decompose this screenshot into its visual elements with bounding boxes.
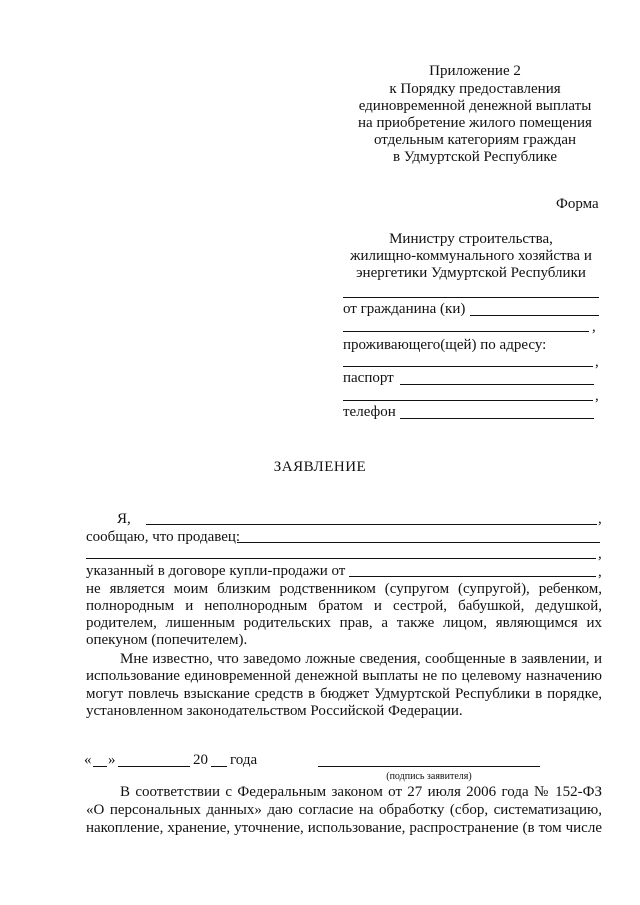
signature-field[interactable] <box>318 766 540 767</box>
residing-label: проживающего(щей) по адресу: <box>343 337 547 353</box>
passport-continuation-field[interactable] <box>343 400 593 401</box>
full-name-field[interactable] <box>146 524 597 525</box>
warning-line: использование единовременной денежной выплаты не по целевому назначению <box>86 668 602 684</box>
appendix-line: единовременной денежной выплаты <box>358 98 592 114</box>
year-field[interactable] <box>211 766 227 767</box>
year-suffix: года <box>230 752 258 768</box>
contract-date-field[interactable] <box>349 576 596 577</box>
appendix-line: в Удмуртской Республике <box>393 149 557 165</box>
consent-line: «О персональных данных» даю согласие на обработку (сбор, систематизацию, <box>86 802 602 818</box>
comma: , <box>595 354 599 370</box>
seller-field[interactable] <box>237 542 600 543</box>
appendix-line: отдельным категориям граждан <box>373 132 577 148</box>
month-field[interactable] <box>118 766 190 767</box>
comma: , <box>598 546 602 562</box>
warning-line: Мне известно, что заведомо ложные сведения, сообщенные в заявлении, и <box>120 651 602 667</box>
passport-label: паспорт <box>343 370 394 386</box>
relation-line: не является моим близким родственником (супругом (супругой), ребенком, <box>86 581 602 597</box>
seller-label: сообщаю, что продавец: <box>86 529 241 545</box>
contract-label: указанный в договоре купли-продажи от <box>86 563 346 579</box>
addressee-line: Министру строительства, <box>389 231 553 247</box>
signature-caption: (подпись заявителя) <box>386 771 472 782</box>
consent-line: В соответствии с Федеральным законом от 27 июля 2006 года № 152-ФЗ <box>120 784 602 800</box>
consent-line: накопление, хранение, уточнение, использование, распространение (в том числе <box>86 820 602 836</box>
appendix-line: Приложение 2 <box>429 63 521 79</box>
appendix-line: к Порядку предоставления <box>389 81 561 97</box>
seller-continuation-field[interactable] <box>86 558 596 559</box>
appendix-line: на приобретение жилого помещения <box>358 115 592 131</box>
relation-line: полнородным и неполнородным братом и сестрой, бабушкой, дедушкой, <box>86 598 602 614</box>
day-field[interactable] <box>93 766 107 767</box>
comma: , <box>598 564 602 580</box>
relation-line-last: опекуном (попечителем). <box>86 632 248 648</box>
phone-field[interactable] <box>400 418 594 419</box>
close-quote: » <box>108 752 116 768</box>
warning-line-last: установленном законодательством Российской Федерации. <box>86 703 463 719</box>
warning-line: могут повлечь взыскание средств в бюджет Удмуртской Республики в порядке, <box>86 686 602 702</box>
addressee-line: энергетики Удмуртской Республики <box>356 265 586 281</box>
comma: , <box>592 319 596 335</box>
phone-label: телефон <box>343 404 396 420</box>
i-label: Я, <box>117 511 131 527</box>
name-continuation-field[interactable] <box>343 331 589 332</box>
year-prefix: 20 <box>193 752 208 768</box>
from-label: от гражданина (ки) <box>343 301 466 317</box>
comma: , <box>595 388 599 404</box>
form-label: Форма <box>556 196 599 212</box>
name-line[interactable] <box>343 297 599 298</box>
document-title: ЗАЯВЛЕНИЕ <box>273 459 367 475</box>
from-field[interactable] <box>470 315 599 316</box>
relation-line: родителем, лишенным родительских прав, а также лицом, являющимся их <box>86 615 602 631</box>
passport-field[interactable] <box>400 384 594 385</box>
addressee-line: жилищно-коммунального хозяйства и <box>350 248 592 264</box>
comma: , <box>598 511 602 527</box>
open-quote: « <box>84 752 92 768</box>
address-field[interactable] <box>343 366 593 367</box>
